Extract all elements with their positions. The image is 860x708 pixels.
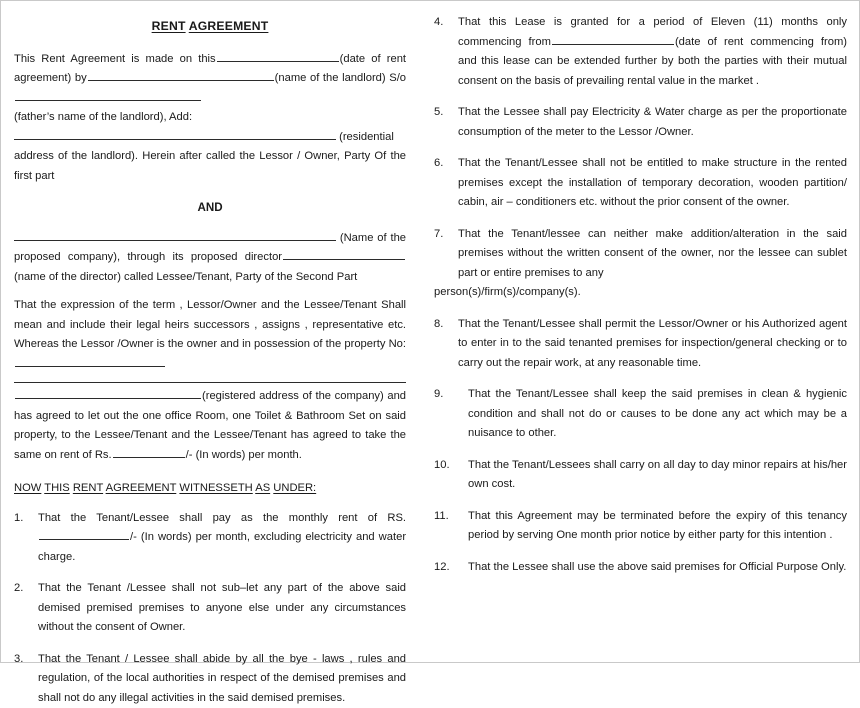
rent-commencement-date-blank[interactable] xyxy=(552,34,674,44)
clause-7-text-last: person(s)/firm(s)/company(s). xyxy=(434,283,847,303)
page-title-word-2: AGREEMENT xyxy=(189,19,269,33)
preamble-text-4a: (registered address of the company) and has agreed to let out the one office Room, one Toilet & Bathroom Set on said property, to the Lessee/Tenant and the Lessee/Tenant has agreed to take the same on rent of Rs. xyxy=(14,390,406,461)
landlord-name-blank[interactable] xyxy=(88,71,274,81)
landlord-father-name-blank[interactable] xyxy=(15,90,201,100)
clause-number: 5. xyxy=(434,103,458,123)
witnesseth-word-5: WITNESSETH xyxy=(179,482,252,494)
clause-text xyxy=(458,13,847,91)
witnesseth-heading xyxy=(14,479,406,499)
preamble-paragraph-3 xyxy=(14,296,406,374)
clause-text: That the Tenant /Lessee shall not sub–let any part of the above said demised premised premises to anyone else under any circumstances without the consent of Owner. xyxy=(38,579,406,638)
clause-number: 4. xyxy=(434,13,458,33)
page-title-word-1: RENT xyxy=(152,19,186,33)
preamble-text-2b: through its proposed director xyxy=(127,251,282,263)
clause-text: That the Lessee shall pay Electricity & Water charge as per the proportionate consumption of the meter to the Lessor /Owner. xyxy=(458,103,847,142)
preamble-text-1f: (residential xyxy=(339,131,394,143)
clause-8 xyxy=(434,315,847,374)
clause-4-text-b: (date of rent commencing from) and this lease can be extended further by both the parties with their mutual consent on the basis of prevailing rental value in the market . xyxy=(458,36,847,87)
clause-number: 3. xyxy=(14,650,38,670)
clause-7-text-a: That the Tenant/lessee can neither make addition/alteration in the said premises without the written consent of the owner, nor the lessee can sublet part or entire premises to any xyxy=(458,228,847,279)
clause-text: That the Tenant/Lessee shall keep the said premises in clean & hygienic condition and shall not do or causes to be done any act which may be a nuisance to other. xyxy=(468,385,847,444)
clause-number: 6. xyxy=(434,154,458,174)
clause-1 xyxy=(14,509,406,568)
monthly-rent-blank[interactable] xyxy=(39,530,129,540)
registered-address-rule-line[interactable] xyxy=(14,382,406,383)
clause-number: 10. xyxy=(434,456,468,476)
witnesseth-word-6: AS xyxy=(255,482,270,494)
clause-1-text-b: /- xyxy=(130,531,137,543)
clause-2 xyxy=(14,579,406,638)
clause-text: That this Agreement may be terminated before the expiry of this tenancy period by serving One month prior notice by either party for this intention . xyxy=(468,507,847,546)
clause-1-text-c: (In words) per month, excluding electricity and water charge. xyxy=(38,531,406,563)
date-of-agreement-blank[interactable] xyxy=(217,51,339,61)
company-name-blank[interactable] xyxy=(14,230,336,240)
director-name-blank[interactable] xyxy=(283,250,405,260)
clause-text xyxy=(38,509,406,568)
preamble-text-1e: (father’s name of the landlord), Add: xyxy=(14,111,192,123)
clause-11 xyxy=(434,507,847,546)
page-title xyxy=(14,17,406,37)
left-column xyxy=(1,9,418,662)
clause-9 xyxy=(434,385,847,444)
preamble-text-3a: That the expression of the term , Lessor/Owner and the Lessee/Tenant Shall mean and include their legal heirs successors , assigns , representative etc. Whereas the Lessor /Owner is the owner and in possession of the property No: xyxy=(14,299,406,350)
clause-text: That the Tenant/Lessee shall not be entitled to make structure in the rented premises except the installation of temporary decoration, wooden partition/ cabin, air – conditioners etc. without the prior consent of the owner. xyxy=(458,154,847,213)
clause-text xyxy=(458,225,847,303)
and-heading: AND xyxy=(14,198,406,218)
clause-12 xyxy=(434,558,847,578)
clause-5 xyxy=(434,103,847,142)
preamble-text-1g: address of the landlord). Herein after called the Lessor / Owner, Party Of the first part xyxy=(14,150,406,182)
property-number-blank[interactable] xyxy=(15,356,165,366)
clause-10 xyxy=(434,456,847,495)
preamble-text-1d: (name of the landlord) S/o xyxy=(275,72,406,84)
rent-amount-blank[interactable] xyxy=(113,447,185,457)
witnesseth-word-7: UNDER: xyxy=(273,482,316,494)
preamble-paragraph-4 xyxy=(14,387,406,465)
preamble-text-2a: (Name of the proposed company), xyxy=(14,232,406,264)
preamble-text-4b: /- (In words) per month. xyxy=(186,449,302,461)
clause-7 xyxy=(434,225,847,303)
clause-4-text-a: That this Lease is granted for a period of Eleven (11) months only commencing from xyxy=(458,16,847,48)
right-column xyxy=(418,9,859,662)
clause-text: That the Tenant / Lessee shall abide by all the bye - laws , rules and regulation, of the local authorities in respect of the demised premises and shall not do any illegal activities in the said demised premises. xyxy=(38,650,406,708)
clause-text: That the Tenant/Lessee shall permit the Lessor/Owner or his Authorized agent to enter in to the said tenanted premises for inspection/general checking or to carry out the repair work, at any reasonable time. xyxy=(458,315,847,374)
preamble-text-2c: (name of the director) called Lessee/Tenant, Party of the Second Part xyxy=(14,271,357,283)
clause-number: 1. xyxy=(14,509,38,529)
clause-3 xyxy=(14,650,406,708)
clause-number: 9. xyxy=(434,385,468,405)
preamble-text-1c: by xyxy=(75,72,87,84)
landlord-address-blank[interactable] xyxy=(14,129,336,139)
preamble-address-line xyxy=(14,128,406,148)
clause-text: That the Tenant/Lessees shall carry on all day to day minor repairs at his/her own cost. xyxy=(468,456,847,495)
preamble-text-1a: This Rent Agreement is made on this xyxy=(14,53,216,65)
witnesseth-word-3: RENT xyxy=(73,482,103,494)
preamble-paragraph-2 xyxy=(14,229,406,288)
clause-number: 2. xyxy=(14,579,38,599)
preamble-text-1b: (date of rent agreement) xyxy=(14,53,406,85)
preamble-text-1g-row xyxy=(14,147,406,186)
clause-number: 12. xyxy=(434,558,468,578)
clause-text: That the Lessee shall use the above said premises for Official Purpose Only. xyxy=(468,558,847,578)
clause-6 xyxy=(434,154,847,213)
clause-number: 8. xyxy=(434,315,458,335)
clause-number: 7. xyxy=(434,225,458,245)
preamble-paragraph-1 xyxy=(14,50,406,109)
witnesseth-word-4: AGREEMENT xyxy=(106,482,177,494)
clause-4 xyxy=(434,13,847,91)
witnesseth-word-1: NOW xyxy=(14,482,41,494)
preamble-paragraph-1-line3 xyxy=(14,108,406,128)
registered-address-blank[interactable] xyxy=(15,389,201,399)
clause-number: 11. xyxy=(434,507,468,527)
clause-1-text-a: That the Tenant/Lessee shall pay as the monthly rent of RS. xyxy=(38,512,406,524)
witnesseth-word-2: THIS xyxy=(44,482,69,494)
